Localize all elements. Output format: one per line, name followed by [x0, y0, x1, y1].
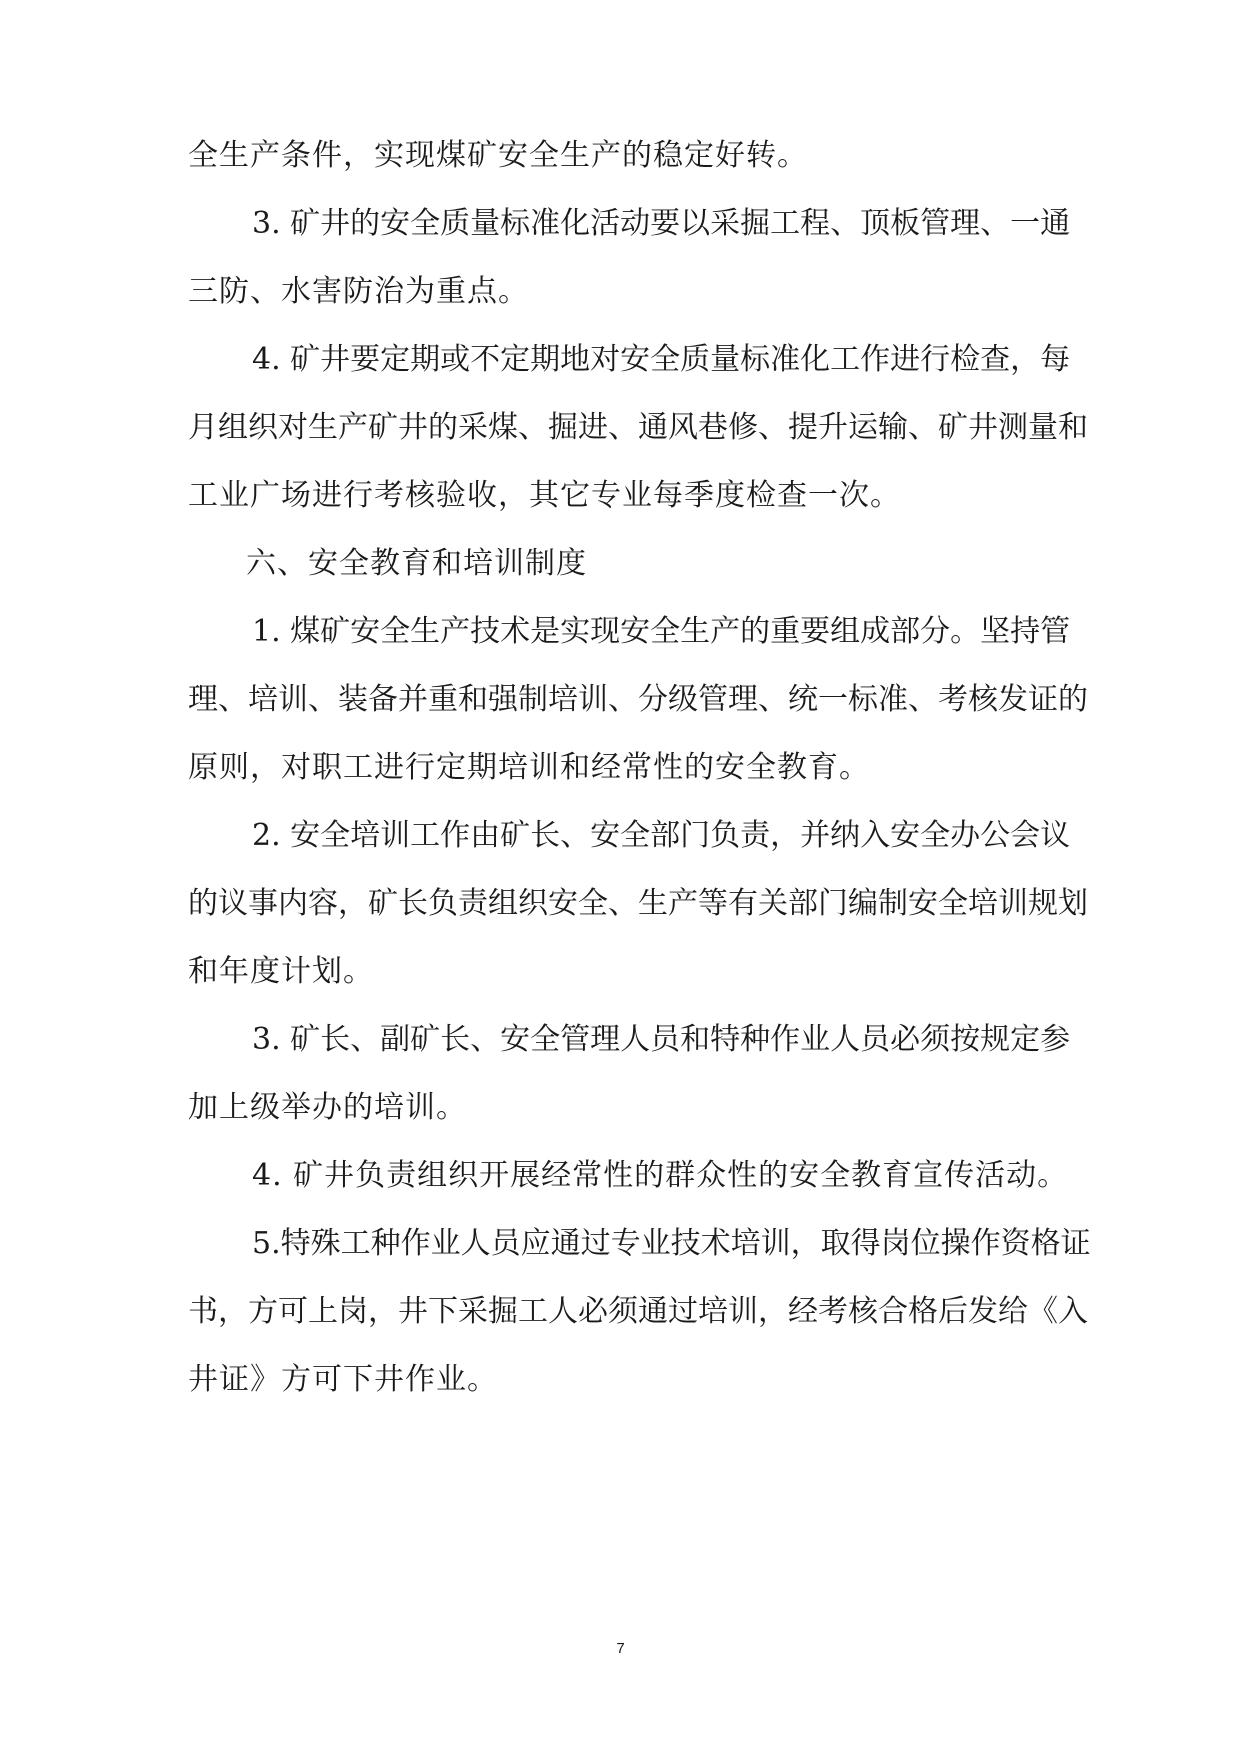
text-line-14: 3. 矿长、副矿长、安全管理人员和特种作业人员必须按规定参 [252, 1022, 1071, 1057]
text-line-15: 加上级举办的培训。 [188, 1090, 467, 1125]
text-line-12: 的议事内容，矿长负责组织安全、生产等有关部门编制安全培训规划 [188, 886, 1088, 921]
text-line-4: 4. 矿井要定期或不定期地对安全质量标准化工作进行检查，每 [252, 342, 1071, 377]
page-number: 7 [616, 1640, 625, 1657]
text-line-5: 月组织对生产矿井的采煤、掘进、通风巷修、提升运输、矿井测量和 [188, 410, 1088, 445]
text-line-16: 4. 矿井负责组织开展经常性的群众性的安全教育宣传活动。 [252, 1158, 1069, 1193]
text-line-18: 书，方可上岗，井下采掘工人必须通过培训，经考核合格后发给《入 [188, 1294, 1088, 1329]
text-line-19: 井证》方可下井作业。 [188, 1362, 498, 1397]
text-line-11: 2. 安全培训工作由矿长、安全部门负责，并纳入安全办公会议 [252, 818, 1071, 853]
text-line-17: 5.特殊工种作业人员应通过专业技术培训，取得岗位操作资格证 [252, 1226, 1091, 1261]
section-heading: 六、安全教育和培训制度 [246, 546, 587, 581]
text-line-3: 三防、水害防治为重点。 [188, 274, 529, 309]
text-line-1: 全生产条件，实现煤矿安全生产的稳定好转。 [188, 138, 808, 173]
text-line-9: 理、培训、装备并重和强制培训、分级管理、统一标准、考核发证的 [188, 682, 1088, 717]
text-line-10: 原则，对职工进行定期培训和经常性的安全教育。 [188, 750, 870, 785]
text-line-2: 3. 矿井的安全质量标准化活动要以采掘工程、顶板管理、一通 [252, 206, 1071, 241]
text-line-8: 1. 煤矿安全生产技术是实现安全生产的重要组成部分。坚持管 [252, 614, 1071, 649]
text-line-6: 工业广场进行考核验收，其它专业每季度检查一次。 [188, 478, 901, 513]
text-line-13: 和年度计划。 [188, 954, 374, 989]
